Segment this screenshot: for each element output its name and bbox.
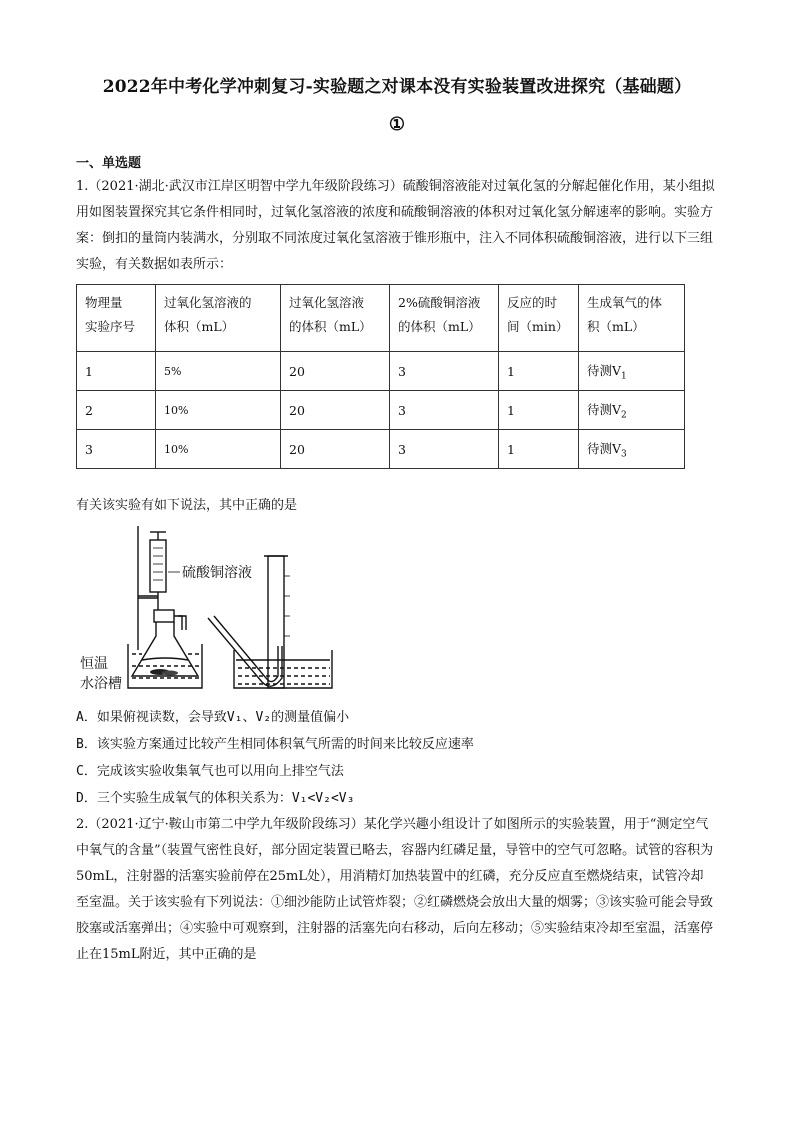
option-b: B．该实验方案通过比较产生相同体积氧气所需的时间来比较反应速率	[76, 737, 474, 752]
option-c: C．完成该实验收集氧气也可以用向上排空气法	[76, 764, 344, 779]
table-cell: 1	[77, 352, 156, 391]
option-d: D．三个实验生成氧气的体积关系为：V₁<V₂<V₃	[76, 791, 355, 806]
apparatus-figure	[76, 526, 336, 698]
document-title-number: ①	[388, 114, 406, 135]
table-cell: 3	[390, 430, 499, 469]
table-cell: 1	[499, 391, 579, 430]
table-header-row	[77, 285, 685, 352]
table-header-cell: 过氧化氢溶液 的体积（mL）	[281, 285, 390, 352]
table-cell-text: 待测V	[587, 362, 622, 378]
table-cell: 3	[77, 430, 156, 469]
document-title: 2022年中考化学冲刺复习-实验题之对课本没有实验装置改进探究（基础题）	[102, 77, 692, 97]
water-trough-drawing	[234, 650, 332, 688]
table-cell-text: 待测V	[587, 440, 622, 456]
table-cell: 5%	[156, 352, 281, 391]
table-cell: 1	[499, 430, 579, 469]
table-cell: 10%	[156, 430, 281, 469]
table-cell-subscript: 1	[621, 371, 627, 382]
question-2-stem: 2.（2021·辽宁·鞍山市第二中学九年级阶段练习）某化学兴趣小组设计了如图所示的实验装置，用于“测定空气中氧气的含量”（装置气密性良好，部分固定装置已略去，容器内红磷足量，导管中的空气可忽略。试管的容积为50mL，注射器的活塞实验前停在25mL处），用消精灯加热装置中的红磷，充分反应直至燃烧结束，试管冷却至室温。关于该实验有下列说法：①细沙能防止试管炸裂；②红磷燃烧会放出大量的烟雾；③该实验可能会导致胶塞或活塞弹出；④实验中可观察到，注射器的活塞先向右移动，后向左移动；⑤实验结束冷却至室温，活塞停止在15mL附近，其中正确的是	[76, 817, 714, 962]
table-cell-text: 待测V	[587, 401, 622, 417]
experiment-data-table	[76, 284, 685, 469]
table-cell: 20	[281, 352, 390, 391]
table-cell: 1	[499, 352, 579, 391]
table-cell: 3	[390, 391, 499, 430]
table-cell-subscript: 3	[621, 449, 627, 460]
label-copper-sulfate-solution: 硫酸铜溶液	[182, 565, 252, 581]
table-row	[77, 430, 685, 469]
label-water-bath: 水浴槽	[80, 676, 122, 692]
table-header-cell: 反应的时 间（min）	[499, 285, 579, 352]
table-header-cell: 过氧化氢溶液的 体积（mL）	[156, 285, 281, 352]
table-cell: 20	[281, 430, 390, 469]
table-cell: 2	[77, 391, 156, 430]
label-thermostatic: 恒温	[80, 656, 108, 672]
table-row	[77, 352, 685, 391]
table-cell	[579, 391, 685, 430]
table-cell: 3	[390, 352, 499, 391]
table-cell: 10%	[156, 391, 281, 430]
table-header-cell: 生成氧气的体 积（mL）	[579, 285, 685, 352]
question-1-prompt: 有关该实验有如下说法，其中正确的是	[76, 498, 298, 513]
option-a: A．如果俯视读数，会导致V₁、V₂的测量值偏小	[76, 710, 350, 725]
section-heading: 一、单选题	[76, 156, 142, 171]
table-cell	[579, 352, 685, 391]
table-cell-subscript: 2	[621, 410, 627, 421]
table-header-cell: 2%硫酸铜溶液 的体积（mL）	[390, 285, 499, 352]
table-header-cell: 物理量 实验序号	[77, 285, 156, 352]
water-bath-drawing	[128, 644, 202, 688]
table-cell	[579, 430, 685, 469]
table-row	[77, 391, 685, 430]
question-1-stem: 1.（2021·湖北·武汉市江岸区明智中学九年级阶段练习）硫酸铜溶液能对过氧化氢的分解起催化作用，某小组拟用如图装置探究其它条件相同时，过氧化氢溶液的浓度和硫酸铜溶液的体积对过氧化氢分解速率的影响。实验方案：倒扣的量筒内装满水，分别取不同浓度过氧化氢溶液于锥形瓶中，注入不同体积硫酸铜溶液，进行以下三组实验，有关数据如表所示：	[76, 179, 715, 272]
table-cell: 20	[281, 391, 390, 430]
